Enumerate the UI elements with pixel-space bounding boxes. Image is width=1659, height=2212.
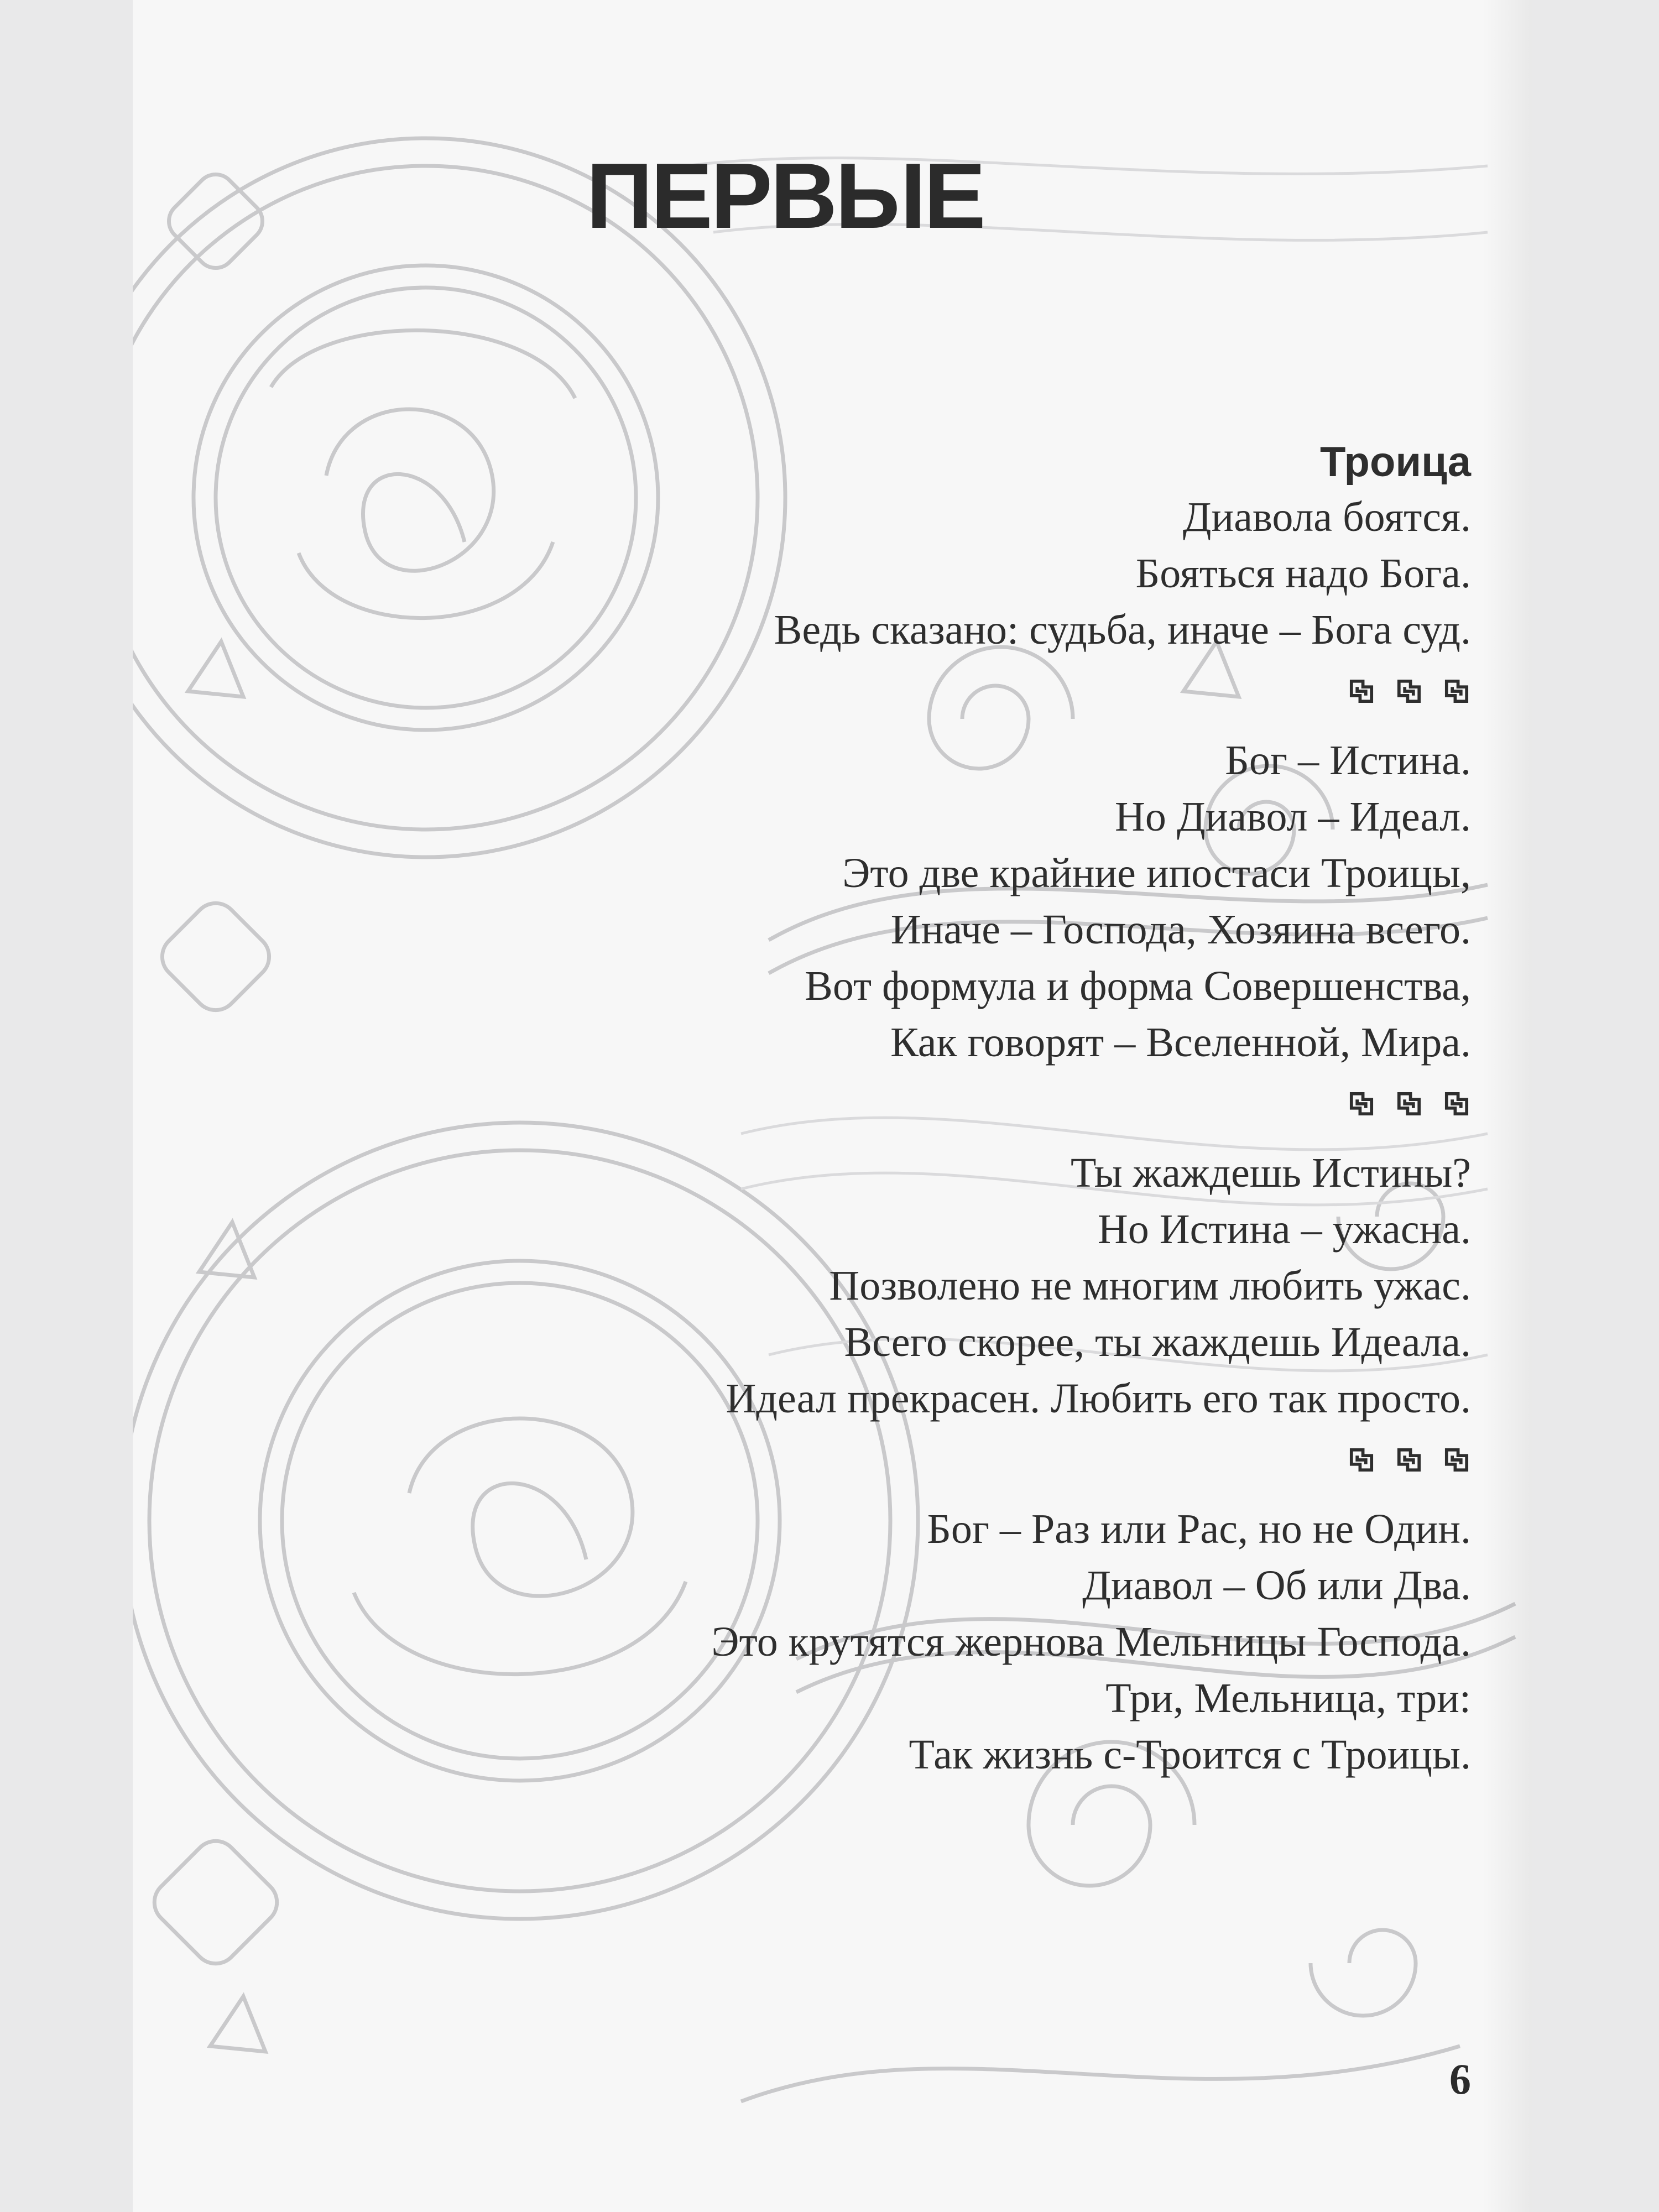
- poem-line: Всего скорее, ты жаждешь Идеала.: [844, 1319, 1471, 1365]
- page-edge-shadow: [1482, 0, 1532, 2212]
- stanza-4: [476, 1501, 1471, 1783]
- poem-line: Три, Мельница, три:: [1105, 1675, 1471, 1721]
- stanza-divider: [476, 677, 1471, 712]
- stanza-1: [476, 489, 1471, 658]
- stanza-divider: [476, 1089, 1471, 1125]
- chapter-title: ПЕРВЫЕ: [586, 144, 984, 248]
- stanza-3: [476, 1145, 1471, 1427]
- poem-line: Бояться надо Бога.: [1135, 550, 1471, 597]
- poem-line: Диавола боятся.: [1182, 494, 1471, 540]
- triskelion-swastika-ornament-icon: [1395, 677, 1423, 706]
- poem-line: Бог – Раз или Рас, но не Один.: [927, 1506, 1471, 1552]
- poem-line: Это крутятся жернова Мельницы Господа.: [711, 1619, 1471, 1665]
- triskelion-swastika-ornament-icon: [1347, 1446, 1376, 1474]
- poem-line: Но Диавол – Идеал.: [1115, 794, 1471, 840]
- stanza-2: [476, 732, 1471, 1071]
- poem-line: Вот формула и форма Совершенства,: [805, 963, 1471, 1009]
- poem-line: Бог – Истина.: [1225, 737, 1471, 784]
- triskelion-swastika-ornament-icon: [1347, 677, 1376, 706]
- triskelion-swastika-ornament-icon: [1442, 1089, 1471, 1118]
- page-number: 6: [1449, 2055, 1471, 2103]
- triskelion-swastika-ornament-icon: [1395, 1089, 1423, 1118]
- poem-line: Так жизнь с-Троится с Троицы.: [909, 1731, 1471, 1778]
- poem-line: Диавол – Об или Два.: [1082, 1562, 1471, 1609]
- triskelion-swastika-ornament-icon: [1442, 1446, 1471, 1474]
- poem-line: Но Истина – ужасна.: [1097, 1206, 1471, 1253]
- triskelion-swastika-ornament-icon: [1442, 677, 1471, 706]
- triskelion-swastika-ornament-icon: [1347, 1089, 1376, 1118]
- poem-line: Позволено не многим любить ужас.: [829, 1262, 1471, 1309]
- book-page: [133, 0, 1532, 2212]
- poem-line: Как говорят – Вселенной, Мира.: [890, 1019, 1471, 1066]
- poem: [476, 431, 1471, 1783]
- poem-line: Это две крайние ипостаси Троицы,: [842, 850, 1471, 896]
- poem-line: Ведь сказано: судьба, иначе – Бога суд.: [774, 607, 1471, 653]
- poem-line: Иначе – Господа, Хозяина всего.: [890, 906, 1471, 953]
- poem-line: Ты жаждешь Истины?: [1070, 1150, 1471, 1196]
- poem-title: Троица: [1319, 439, 1471, 486]
- triskelion-swastika-ornament-icon: [1395, 1446, 1423, 1474]
- poem-line: Идеал прекрасен. Любить его так просто.: [726, 1375, 1471, 1422]
- stanza-divider: [476, 1446, 1471, 1481]
